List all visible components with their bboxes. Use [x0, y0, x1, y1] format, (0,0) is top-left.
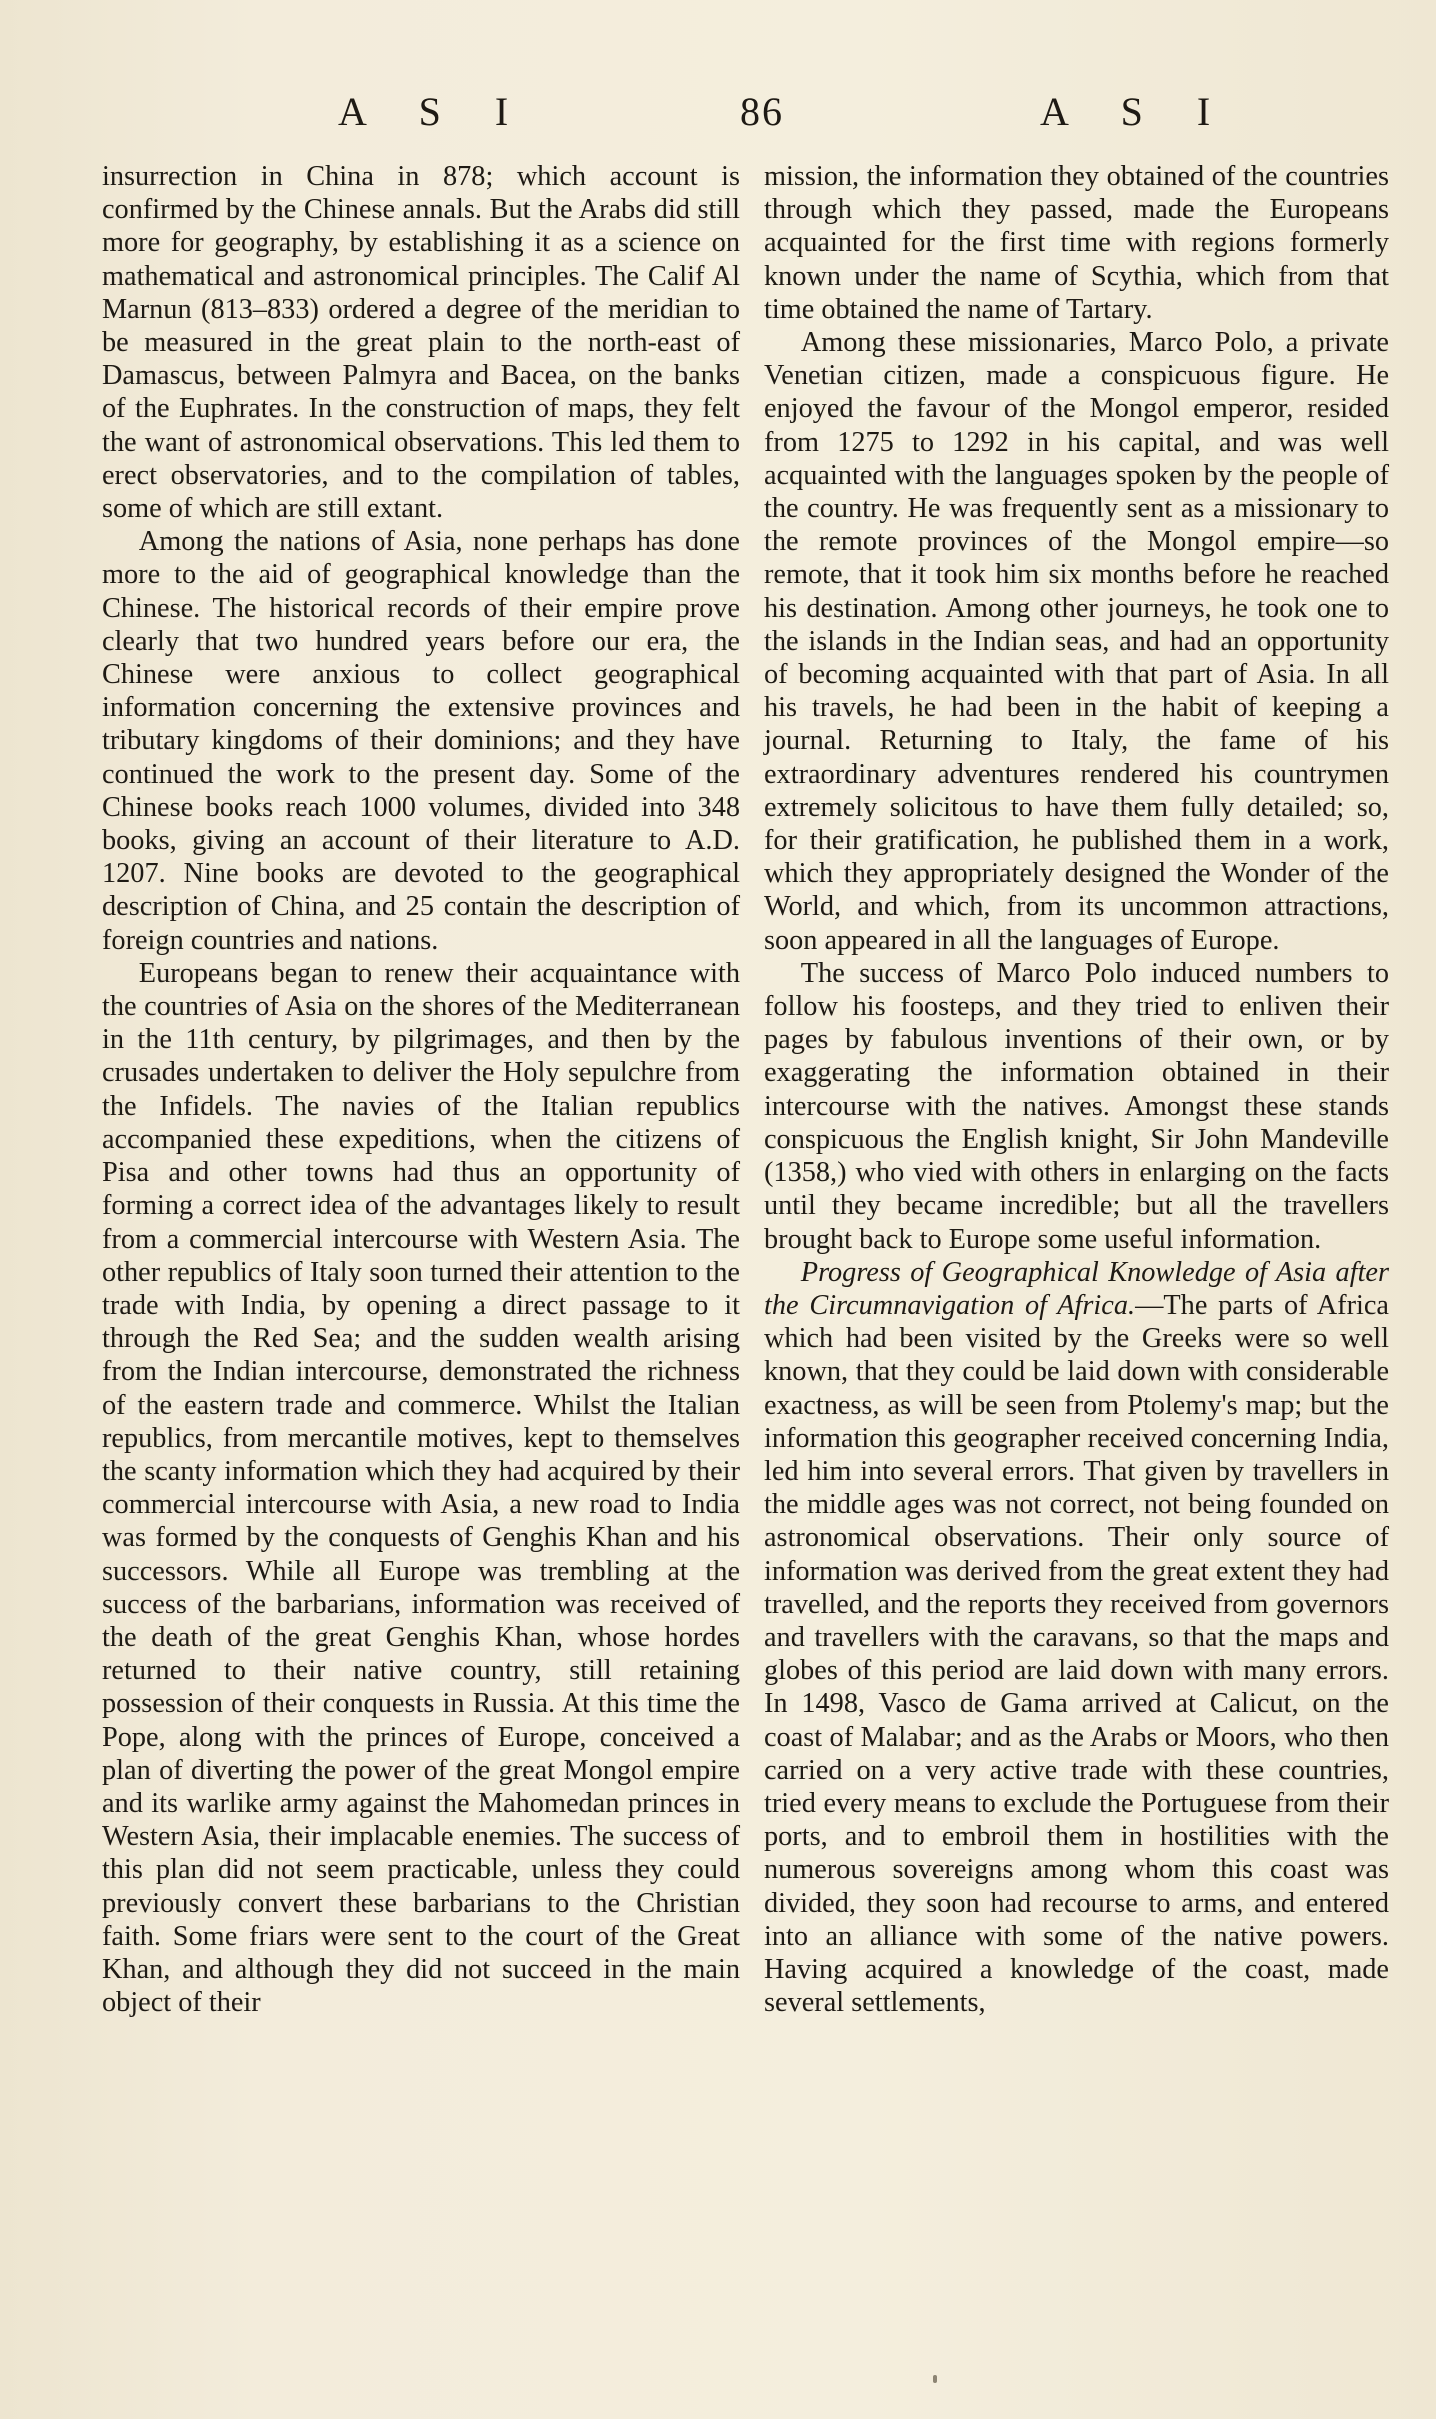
section-paragraph: [764, 1256, 1389, 2020]
right-column: [764, 160, 1389, 2019]
running-head: [0, 88, 1436, 138]
paragraph: Among these missionaries, Marco Polo, a private Venetian citizen, made a conspicuous figure. He enjoyed the favour of the Mongol emperor, resided from 1275 to 1292 in his capital, and was well acquainted with the languages spoken by the people of the country. He was frequently sent as a missionary to the remote provinces of the Mongol empire—so remote, that it took him six months before he reached his destination. Among other journeys, he took one to the islands in the Indian seas, and had an opportunity of becoming acquainted with that part of Asia. In all his travels, he had been in the habit of keeping a journal. Returning to Italy, the fame of his extraordinary adventures rendered his countrymen extremely solicitous to have them fully detailed; so, for their gratification, he published them in a work, which they appropriately designed the Wonder of the World, and which, from its uncommon attractions, soon appeared in all the languages of Europe.: [764, 327, 1389, 956]
paragraph: Europeans began to renew their acquaintance with the countries of Asia on the shores of the Mediterranean in the 11th century, by pilgrimages, and then by the crusades undertaken to deliver the Holy sepulchre from the Infidels. The navies of the Italian republics accompanied these expeditions, when the citizens of Pisa and other towns had thus an opportunity of forming a correct idea of the advantages likely to result from a commercial intercourse with Western Asia. The other republics of Italy soon turned their attention to the trade with India, by opening a direct passage to it through the Red Sea; and the sudden wealth arising from the Indian intercourse, demonstrated the richness of the eastern trade and commerce. Whilst the Italian republics, from mercantile motives, kept to themselves the scanty information which they had acquired by their commercial intercourse with Asia, a new road to India was formed by the conquests of Genghis Khan and his successors. While all Europe was trembling at the success of the barbarians, information was received of the death of the great Genghis Khan, whose hordes returned to their native country, still retaining possession of their conquests in Russia. At this time the Pope, along with the princes of Europe, conceived a plan of diverting the power of the great Mongol empire and its warlike army against the Mahomedan princes in Western Asia, their implacable enemies. The success of this plan did not seem practicable, unless they could previously convert these barbarians to the Christian faith. Some friars were sent to the court of the Great Khan, and although they did not succeed in the main object of their: [102, 957, 740, 2019]
page-number: 86: [740, 89, 784, 134]
section-body: —The parts of Africa which had been visited by the Greeks were so well known, that they could be laid down with considerable exactness, as will be seen from Ptolemy's map; but the information this geographer received concerning India, led him into several errors. That given by travellers in the middle ages was not correct, not being founded on astronomical observations. Their only source of information was derived from the great extent they had travelled, and the reports they received from governors and travellers with the caravans, so that the maps and globes of this period are laid down with many errors. In 1498, Vasco de Gama arrived at Calicut, on the coast of Malabar; and as the Arabs or Moors, who then carried on a very active trade with these countries, tried every means to exclude the Portuguese from their ports, and to embroil them in hostilities with the numerous sovereigns among whom this coast was divided, they soon had recourse to arms, and entered into an alliance with some of the native powers. Having acquired a knowledge of the coast, made several settlements,: [764, 1289, 1389, 2019]
paragraph: The success of Marco Polo induced numbers to follow his foosteps, and they tried to enliven their pages by fabulous inventions of their own, or by exaggerating the information obtained in their intercourse with the natives. Amongst these stands conspicuous the English knight, Sir John Mandeville (1358,) who vied with others in enlarging on the facts until they became incredible; but all the travellers brought back to Europe some useful information.: [764, 957, 1389, 1255]
paragraph: Among the nations of Asia, none perhaps has done more to the aid of geographical knowledge than the Chinese. The historical records of their empire prove clearly that two hundred years before our era, the Chinese were anxious to collect geographical information concerning the extensive provinces and tributary kingdoms of their dominions; and they have continued the work to the present day. Some of the Chinese books reach 1000 volumes, divided into 348 books, giving an account of their literature to A.D. 1207. Nine books are devoted to the geographical description of China, and 25 contain the description of foreign countries and nations.: [102, 526, 740, 956]
paragraph: mission, the information they obtained of the countries through which they passed, made the Europeans acquainted for the first time with regions formerly known under the name of Scythia, which from that time obtained the name of Tartary.: [764, 161, 1389, 325]
left-column: [102, 160, 740, 2019]
paragraph: insurrection in China in 878; which account is confirmed by the Chinese annals. But the Arabs did still more for geography, by establishing it as a science on mathematical and astronomical principles. The Calif Al Marnun (813–833) ordered a degree of the meridian to be measured in the great plain to the north-east of Damascus, between Palmyra and Bacea, on the banks of the Euphrates. In the construction of maps, they felt the want of astronomical observations. This led them to erect observatories, and to the compilation of tables, some of which are still extant.: [102, 161, 740, 525]
running-head-left: A S I: [338, 89, 531, 134]
ink-speck: [933, 2375, 937, 2383]
section-heading: Progress of Geographical Knowledge of Asia after the Circumnavigation of Africa.: [764, 1256, 1389, 1321]
running-head-right: A S I: [1040, 89, 1233, 134]
